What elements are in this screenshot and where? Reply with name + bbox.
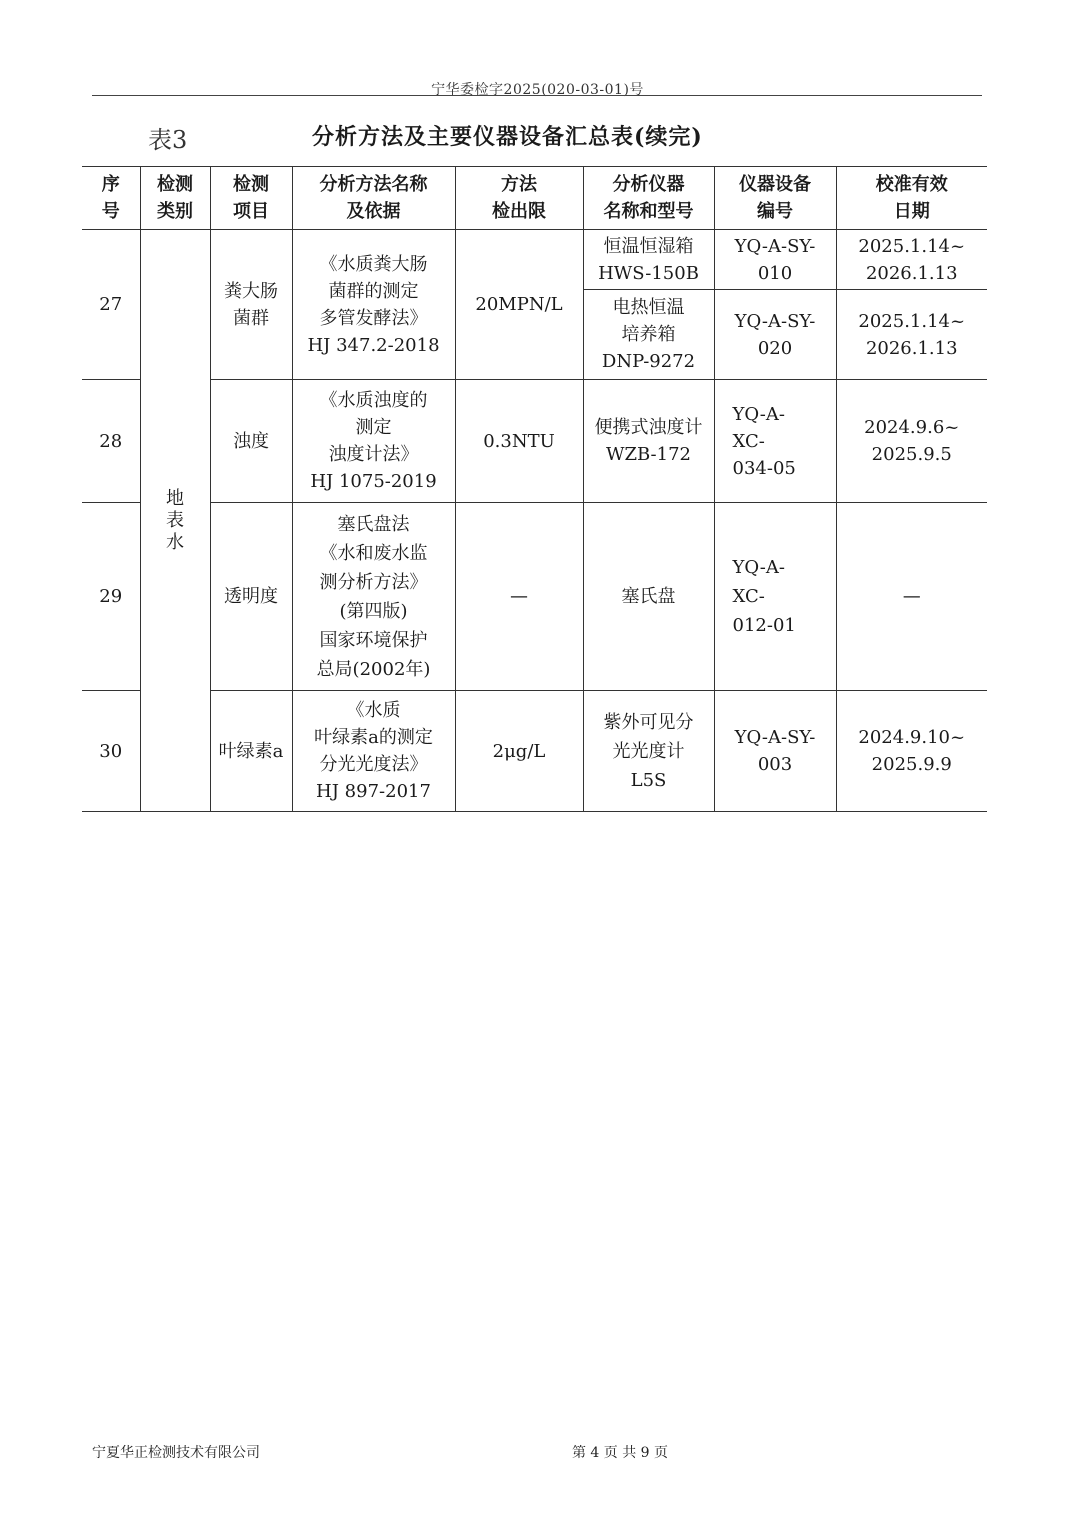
item-cell: 粪大肠 菌群 [210,230,292,380]
document-code: 宁华委检字2025(020-03-01)号 [431,82,644,98]
limit-cell: 2μg/L [455,691,583,812]
item-cell: 透明度 [210,503,292,691]
calibration-date-cell: 2025.1.14~ 2026.1.13 [836,230,987,290]
instrument-cell: 紫外可见分 光光度计 L5S [583,691,714,812]
instrument-cell: 电热恒温 培养箱 DNP-9272 [583,290,714,380]
header-limit: 方法 检出限 [455,167,583,230]
method-cell: 塞氏盘法 《水和废水监 测分析方法》 (第四版) 国家环境保护 总局(2002年) [292,503,455,691]
table-row-27a [82,230,987,290]
header-calibration-date: 校准有效 日期 [836,167,987,230]
instrument-cell: 恒温恒湿箱 HWS-150B [583,230,714,290]
limit-cell: — [455,503,583,691]
limit-cell: 20MPN/L [455,230,583,380]
footer-page-number: 第 4 页 共 9 页 [571,1445,669,1461]
header-instrument: 分析仪器 名称和型号 [583,167,714,230]
method-cell: 《水质粪大肠 菌群的测定 多管发酵法》 HJ 347.2-2018 [292,230,455,380]
equipment-code-cell: YQ-A- XC- 034-05 [714,380,836,503]
header-no: 序 号 [82,167,140,230]
equipment-code-cell: YQ-A-SY- 003 [714,691,836,812]
header-item: 检测 项目 [210,167,292,230]
row-no: 30 [82,691,140,812]
instrument-cell: 塞氏盘 [583,503,714,691]
method-cell: 《水质 叶绿素a的测定 分光光度法》 HJ 897-2017 [292,691,455,812]
item-cell: 浊度 [210,380,292,503]
limit-cell: 0.3NTU [455,380,583,503]
calibration-date-cell: 2025.1.14~ 2026.1.13 [836,290,987,380]
equipment-code-cell: YQ-A- XC- 012-01 [714,503,836,691]
item-cell: 叶绿素a [210,691,292,812]
row-no: 28 [82,380,140,503]
calibration-date-cell: — [836,503,987,691]
equipment-code-cell: YQ-A-SY- 010 [714,230,836,290]
table-row-28 [82,380,987,503]
method-cell: 《水质浊度的 测定 浊度计法》 HJ 1075-2019 [292,380,455,503]
table-number: 表3 [148,126,188,154]
methods-instruments-table [82,166,987,812]
row-no: 29 [82,503,140,691]
calibration-date-cell: 2024.9.6~ 2025.9.5 [836,380,987,503]
table-row-30 [82,691,987,812]
instrument-cell: 便携式浊度计 WZB-172 [583,380,714,503]
table-title: 分析方法及主要仪器设备汇总表(续完) [312,124,703,150]
table-row-29 [82,503,987,691]
calibration-date-cell: 2024.9.10~ 2025.9.9 [836,691,987,812]
header-category: 检测 类别 [140,167,210,230]
category-cell: 地 表 水 [140,230,210,812]
header-equipment-code: 仪器设备 编号 [714,167,836,230]
footer-company: 宁夏华正检测技术有限公司 [92,1445,260,1461]
header-divider [92,95,982,96]
header-method: 分析方法名称 及依据 [292,167,455,230]
table-header-row [82,167,987,230]
equipment-code-cell: YQ-A-SY- 020 [714,290,836,380]
row-no: 27 [82,230,140,380]
